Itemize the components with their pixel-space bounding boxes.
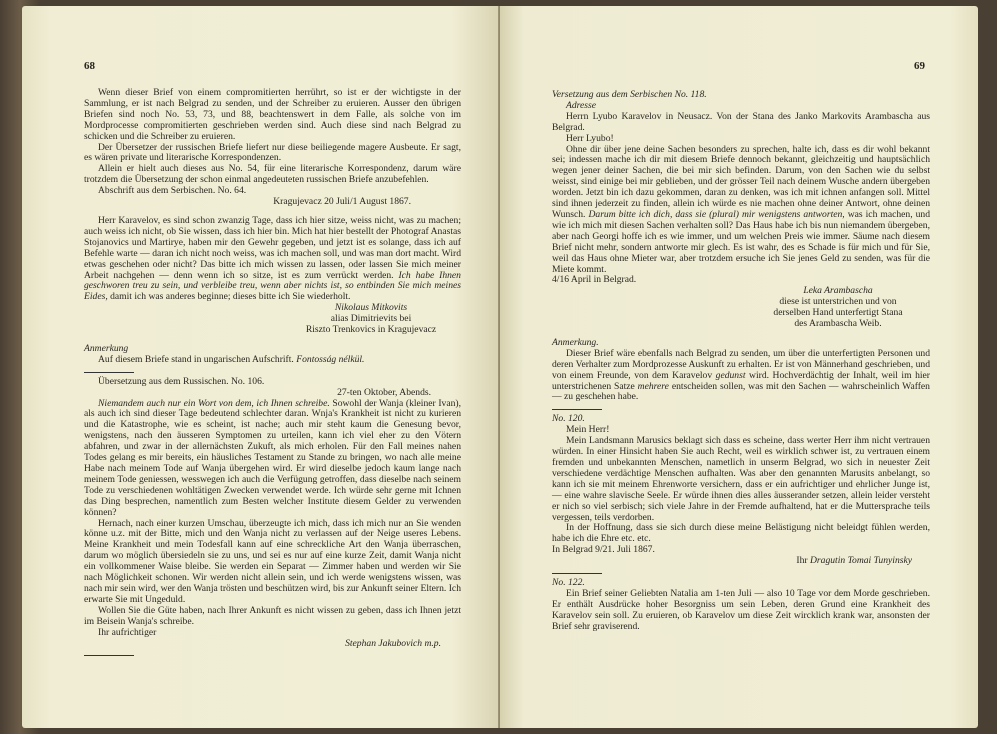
anmerkung-text: Auf diesem Briefe stand in ungarischen Aufschrift. Fontosság nélkül. — [98, 353, 365, 365]
letter-date: Kragujevacz 20 Juli/1 August 1867. — [273, 196, 411, 208]
anmerkung-label: Anmerkung. — [552, 336, 599, 348]
uebersetzung-heading: Übersetzung aus dem Russischen. No. 106. — [98, 375, 265, 387]
letter-date: 4/16 April in Belgrad. — [552, 274, 637, 286]
signature-line: des Arambascha Weib. — [794, 318, 882, 330]
signature-line: derselben Hand unterfertigt Stana — [773, 307, 903, 319]
signature-line: Riszto Trenkovics in Kragujevacz — [305, 324, 437, 336]
right-page — [500, 6, 978, 728]
left-page — [22, 6, 498, 728]
paragraph: Der Übersetzer der russischen Briefe liefert nur diese beiliegende magere Ausbeute. Er sagt, es wären private und literarische Korrespondenzen. — [84, 141, 461, 164]
paragraph: Wenn dieser Brief von einem compromitierten herrührt, so ist er der wichtigste in der Sammlung, er ist nach Belgrad zu senden, und der Schreiber zu eruieren. Ausser den übrigen Briefen sind noch No. 53, 73, und 88, beachtenswert in dem Falle, als solche von im Mordprocesse compromitierten geschrieben werden sind. Auch diese sind nach Belgrad zu schicken und die Schreiber zu eruieren. — [84, 87, 461, 142]
right-page-text — [552, 90, 930, 633]
greeting: Mein Herr! — [566, 424, 610, 436]
letter-date: In Belgrad 9/21. Juli 1867. — [552, 544, 655, 556]
letter-number: No. 122. — [552, 577, 585, 589]
signature-name: Stephan Jakubovich m.p. — [345, 637, 441, 649]
letter-body: Hernach, nach einer kurzen Umschau, überzeugte ich mich, dass ich mich nur an Sie wenden könne u.z. mit der Bitte, mich und den Wanja nicht zu verlassen auf der Neige useres Lebens. Meine Krankheit und mein Todesfall kann auf eine schreckliche Art den Wanja überraschen, darum wo möglich übersiedeln sie zu uns, und sei es nur auf eine kurze Zeit, damit Wanja nicht ein vollkommener Waise bleibe. Sie werden ein Separat — Zimmer haben und werden wir Sie nach Möglichkeit schonen. Wir werden nicht allein sein, und ich werde wenigstens wissen, was nach mir sein wird, wer den Wanja trösten und beschützen wird, bis zur Ankunft seiner Eltern. Ich erwarte Sie mit Ungeduld. — [84, 517, 461, 605]
section-rule — [552, 573, 602, 574]
paragraph: Allein er hielt auch dieses aus No. 54, für eine literarische Korrespondenz, darum wäre trotzdem die Übersetzung der schon einmal angedeuteten russischen Briefe anzubefehlen. — [84, 163, 461, 186]
signature-line: alias Dimitrievits bei — [330, 313, 412, 325]
closing: Ihr aufrichtiger — [98, 626, 157, 638]
letter-body: In der Hoffnung, dass sie sich durch diese meine Belästigung nicht beleidgt fühlen werden, habe ich die Ehre etc. etc. — [552, 522, 930, 545]
adresse-label: Adresse — [566, 99, 597, 111]
adresse: Herrn Lyubo Karavelov in Neusacz. Von der Stana des Janko Markovits Arambascha aus Belgrad. — [552, 110, 930, 133]
letter-body: Ohne dir über jene deine Sachen besonders zu sprechen, halte ich, dass es dir wohl bekannt sei; indessen mache ich dir mit diesem Briefe dennoch bekannt, gleichzeitig und hauptsächlich wegen jener deiner Sachen, die bei mir sich befinden. Darum, von den Sachen wie du selbst weisst, sind einige bei mir geblieben, und der grösser Teil nach deinem Wusche andern übergeben worden. Jetzt bin ich dazu gekommen, daran zu denken, was ich mit ichnen anfangen soll. Mittel sind ihnen jederzeit zu finden, allein ich würde es nie machen ohne deiner Antwort, ohne deinen Wunsch. Darum bitte ich dich, dass sie (plural) mir wenigstens antworten, was ich machen, und wie ich mich mit diesen Sachen verhalten soll? Das Haus habe ich bis nun niemandem übergeben, aber nach Georgi hoffe ich es wie immer, und um welchen Preis wie immer. Säume nach diesem Brief nicht mehr, sondern antworte mir glech. Es ist wahr, des es Schade is für mich und für Sie, weil das Haus ohne Mieter war, aber trotzdem ersuche ich Sie jenes Geld zu senden, was für die Miete kommt. — [552, 143, 930, 275]
section-rule — [84, 655, 134, 656]
signature-line: diese ist unterstrichen und von — [779, 296, 897, 308]
anmerkung-text: Dieser Brief wäre ebenfalls nach Belgrad zu senden, um über die unterfertigten Personen und deren Verhalter zum Mordprozesse Auskunft zu erhalten. Er ist von Männerhand geschrieben, und von einem Freunde, von dem Karavelov gedunst wird. Hochverdächtig der Inhalt, weil im hier unterstrichenen Satze mehrere entscheiden sollen, was mit den Sachen — wahrscheinlich Waffen — zu geschehen habe. — [552, 347, 930, 403]
letter-body: Ein Brief seiner Geliebten Natalia am 1-ten Juli — also 10 Tage vor dem Morde geschrieben. Er enthält Ausdrücke hoher Besorgniss um sein Leben, deren Grund eine Krankheit des Karavelov sein soll. Zu eruieren, ob Karavelov um diese Zeit wircklich krank war, ansonsten der Brief sehr graviserend. — [552, 587, 930, 632]
left-page-text — [84, 88, 461, 660]
page-number-right: 69 — [914, 60, 925, 72]
signature-name: Nikolaus Mitkovits — [334, 302, 408, 314]
page-number-left: 68 — [84, 60, 95, 72]
anmerkung-label: Anmerkung — [84, 342, 129, 354]
section-rule — [552, 409, 602, 410]
letter-body: Wollen Sie die Güte haben, nach Ihrer Ankunft es nicht wissen zu geben, dass ich Ihnen jetzt im Beisein Wanja's schreibe. — [84, 604, 461, 627]
section-rule — [84, 372, 134, 373]
letter-body: Mein Landsmann Marusics beklagt sich dass es scheine, dass werter Herr ihm nicht vertrauen würden. In einer Hinsicht haben Sie auch Recht, weil es wirklich schwer ist, zu vertrauen einem fremden und unbekannten Menschen, nametlich in unserm Belgrad, wo sich in neuester Zeit verschiedene verdächtige Menschen aufhalten. Was aber den genannten Marusits anbelangt, so kann ich sie mit meinem Ehrenworte versichern, dass er ein aufrichtiger und ehrlicher Junge ist, — eine wahre slavische Seele. Er würde ihnen dies alles äusserander setzen, allein leider versteht er nich so viel serbisch; sich viele Jahre in der Fremde aufhaltend, hat er die Muttersprache teils vergessen, teils verdorben. — [552, 435, 930, 523]
letter-number: No. 120. — [552, 413, 585, 425]
signature: Ihr Dragutin Tomai Tunyinsky — [796, 555, 912, 567]
signature-name: Leka Arambascha — [803, 285, 873, 297]
abschrift-heading: Abschrift aus dem Serbischen. No. 64. — [98, 185, 247, 197]
letter-body: Herr Karavelov, es sind schon zwanzig Tage, dass ich hier sitze, weiss nicht, was zu machen; auch weiss ich nicht, ob Sie wissen, dass ich hier bin. Mich hat hier bestellt der Photograf Anastas Stojanovics und Martirye, haben mir den Gewehr gegeben, und jetzt ist es solange, dass ich auf Befehle warte — daran ich nicht noch weiss, was ich machen soll, und was man dort macht. Wird etwas geschehen oder nicht? Das bitte ich mich wissen zu lassen, oder lassen Sie mich meiner Arbeit nachgehen — denn wenn ich so sitze, ist es zum verrückt werden. Ich habe Ihnen geschworen treu zu sein, und verbleibe treu, wenn aber nichts ist, so entbinden Sie mich meines Eides, damit ich was anderes beginne; dieses bitte ich Sie wiederholt. — [84, 214, 461, 303]
greeting: Herr Lyubo! — [566, 132, 614, 144]
heading: Versetzung aus dem Serbischen No. 118. — [552, 89, 707, 100]
letter-date: 27-ten Oktober, Abends. — [337, 386, 431, 398]
letter-body: Niemandem auch nur ein Wort von dem, ich Ihnen schreibe. Sowohl der Wanja (kleiner Ivan), als auch ich sind dieser Tage bedeutend schlechter daran. Wnja's Krankheit ist nicht zu kurieren und die Katastrophe, wie es scheint, ist nache; auch mir steht kaum die Genesung bevor, wenigstens, nach den äusseren Symptomen zu urteilen, kann ich viel eher zu den Vötern abfahren, und zwar in der allernächsten Zukuft, als mich erholen. Für den Fall meines nahen Todes gelang es mir bereits, ein häusliches Testament zu Stande zu bringen, wo nach alle meine Habe nach meinem Tode auf Wanja übergehen wird. Er wird dieselbe jedoch kaum lange nach meinem Tode geniessen, wesswegen ich auch die Verfügung getroffen, dass dieselbe nach seinem Tode zu verschiedenen wohltätigen Zwecken verwendet werde. Ich würde sehr gerne mit Ichnen das Ding besprechen, namentlich zum Besten welcher Institute diesem Gelder zu verwenden können? — [84, 397, 461, 518]
